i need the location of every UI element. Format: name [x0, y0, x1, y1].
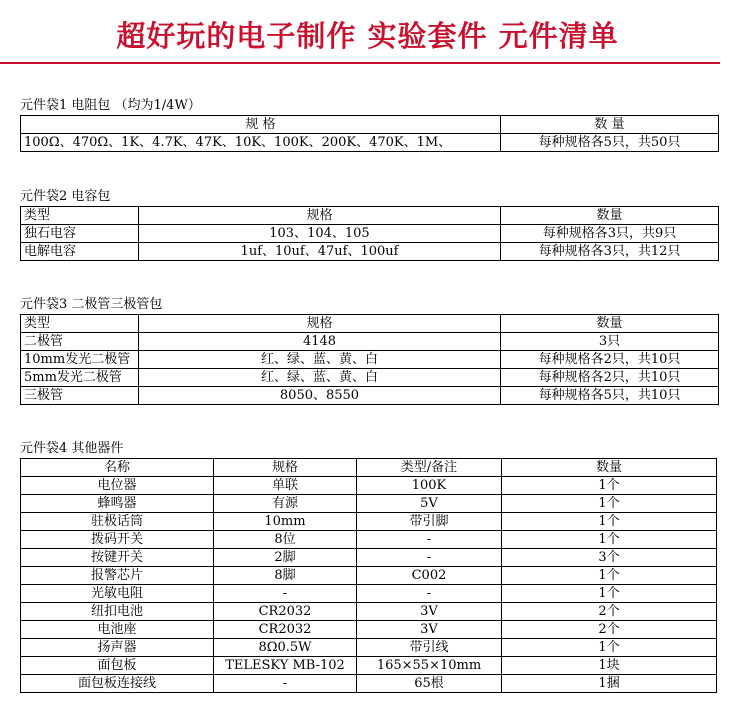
table-cell: 8脚	[214, 567, 357, 585]
table-row	[21, 134, 719, 152]
table-cell: 每种规格各3只，共9只	[501, 225, 719, 243]
table-cell: 1个	[502, 531, 717, 549]
table-cell: 电池座	[21, 621, 214, 639]
table-cell: 1个	[502, 477, 717, 495]
table-cell: 纽扣电池	[21, 603, 214, 621]
bag2-title: 元件袋2 电容包	[20, 189, 111, 204]
table-cell: 带引线	[357, 639, 502, 657]
table-cell: 光敏电阻	[21, 585, 214, 603]
table-cell: 10mm发光二极管	[21, 351, 139, 369]
bag3-title: 元件袋3 二极管三极管包	[20, 297, 163, 312]
table-row	[21, 567, 717, 585]
table-cell: 电解电容	[21, 243, 139, 261]
table-row	[21, 333, 719, 351]
table-cell: 2个	[502, 621, 717, 639]
table-cell: 按键开关	[21, 549, 214, 567]
table-row	[21, 225, 719, 243]
table-cell: 有源	[214, 495, 357, 513]
table-cell: 三极管	[21, 387, 139, 405]
table-cell: 103、104、105	[139, 225, 501, 243]
header-cell: 数 量	[501, 116, 719, 134]
table-cell: 红、绿、蓝、黄、白	[139, 369, 501, 387]
table-row	[21, 603, 717, 621]
header-cell: 规格	[139, 207, 501, 225]
table-cell: -	[357, 531, 502, 549]
table-cell: 1个	[502, 639, 717, 657]
table-cell: 蜂鸣器	[21, 495, 214, 513]
table-cell: 1个	[502, 585, 717, 603]
table-cell: -	[214, 675, 357, 693]
bag4-title: 元件袋4 其他器件	[20, 441, 124, 456]
table-cell: CR2032	[214, 603, 357, 621]
table-cell: 3个	[502, 549, 717, 567]
table-cell: 10mm	[214, 513, 357, 531]
table-cell: 二极管	[21, 333, 139, 351]
table-cell: 165×55×10mm	[357, 657, 502, 675]
table-row	[21, 531, 717, 549]
header-cell: 数量	[501, 207, 719, 225]
table-cell: 2个	[502, 603, 717, 621]
table-header-row	[21, 459, 717, 477]
table-row	[21, 351, 719, 369]
header-cell: 类型	[21, 315, 139, 333]
table-cell: 8Ω0.5W	[214, 639, 357, 657]
table-cell: 1块	[502, 657, 717, 675]
header-cell: 类型/备注	[357, 459, 502, 477]
table-cell: 拨码开关	[21, 531, 214, 549]
table-cell: 面包板	[21, 657, 214, 675]
header-cell: 数量	[501, 315, 719, 333]
table-row	[21, 549, 717, 567]
bag1-table	[20, 115, 719, 152]
table-cell: 独石电容	[21, 225, 139, 243]
bag2-table	[20, 206, 719, 261]
table-cell: 每种规格各2只，共10只	[501, 351, 719, 369]
table-row	[21, 513, 717, 531]
table-row	[21, 387, 719, 405]
bag1-title: 元件袋1 电阻包 （均为1/4W）	[20, 98, 201, 113]
table-cell: 1个	[502, 513, 717, 531]
table-cell: TELESKY MB-102	[214, 657, 357, 675]
table-cell: 2脚	[214, 549, 357, 567]
header-cell: 规格	[139, 315, 501, 333]
table-cell: 红、绿、蓝、黄、白	[139, 351, 501, 369]
table-cell: 8050、8550	[139, 387, 501, 405]
table-row	[21, 657, 717, 675]
header-cell: 规格	[214, 459, 357, 477]
table-cell: -	[214, 585, 357, 603]
table-cell: 电位器	[21, 477, 214, 495]
header-cell: 数量	[502, 459, 717, 477]
table-cell: 报警芯片	[21, 567, 214, 585]
table-row	[21, 369, 719, 387]
table-row	[21, 585, 717, 603]
table-cell: 单联	[214, 477, 357, 495]
table-cell: 100Ω、470Ω、1K、4.7K、47K、10K、100K、200K、470K、1M、	[21, 134, 501, 152]
table-cell: 1个	[502, 567, 717, 585]
table-cell: 65根	[357, 675, 502, 693]
table-cell: 驻极话筒	[21, 513, 214, 531]
table-cell: 1个	[502, 495, 717, 513]
table-cell: 4148	[139, 333, 501, 351]
table-cell: 每种规格各5只，共50只	[501, 134, 719, 152]
table-cell: 3只	[501, 333, 719, 351]
table-cell: 每种规格各2只，共10只	[501, 369, 719, 387]
table-header-row	[21, 315, 719, 333]
bag3-table	[20, 314, 719, 405]
table-row	[21, 495, 717, 513]
bag4-table-body	[21, 477, 717, 693]
table-cell: -	[357, 585, 502, 603]
table-header-row	[21, 207, 719, 225]
table-cell: -	[357, 549, 502, 567]
table-cell: 3V	[357, 621, 502, 639]
table-cell: 面包板连接线	[21, 675, 214, 693]
table-row	[21, 621, 717, 639]
table-cell: 带引脚	[357, 513, 502, 531]
table-row	[21, 243, 719, 261]
title-divider	[0, 62, 720, 64]
table-cell: 1uf、10uf、47uf、100uf	[139, 243, 501, 261]
table-row	[21, 477, 717, 495]
table-cell: C002	[357, 567, 502, 585]
table-cell: 1捆	[502, 675, 717, 693]
table-cell: 100K	[357, 477, 502, 495]
table-row	[21, 639, 717, 657]
header-cell: 类型	[21, 207, 139, 225]
page-title: 超好玩的电子制作 实验套件 元件清单	[116, 19, 619, 53]
table-cell: CR2032	[214, 621, 357, 639]
table-cell: 每种规格各3只，共12只	[501, 243, 719, 261]
header-cell: 规 格	[21, 116, 501, 134]
bag4-table	[20, 458, 717, 693]
table-cell: 8位	[214, 531, 357, 549]
table-row	[21, 675, 717, 693]
table-cell: 5V	[357, 495, 502, 513]
table-cell: 扬声器	[21, 639, 214, 657]
table-cell: 5mm发光二极管	[21, 369, 139, 387]
header-cell: 名称	[21, 459, 214, 477]
table-cell: 每种规格各5只，共10只	[501, 387, 719, 405]
table-header-row	[21, 116, 719, 134]
table-cell: 3V	[357, 603, 502, 621]
